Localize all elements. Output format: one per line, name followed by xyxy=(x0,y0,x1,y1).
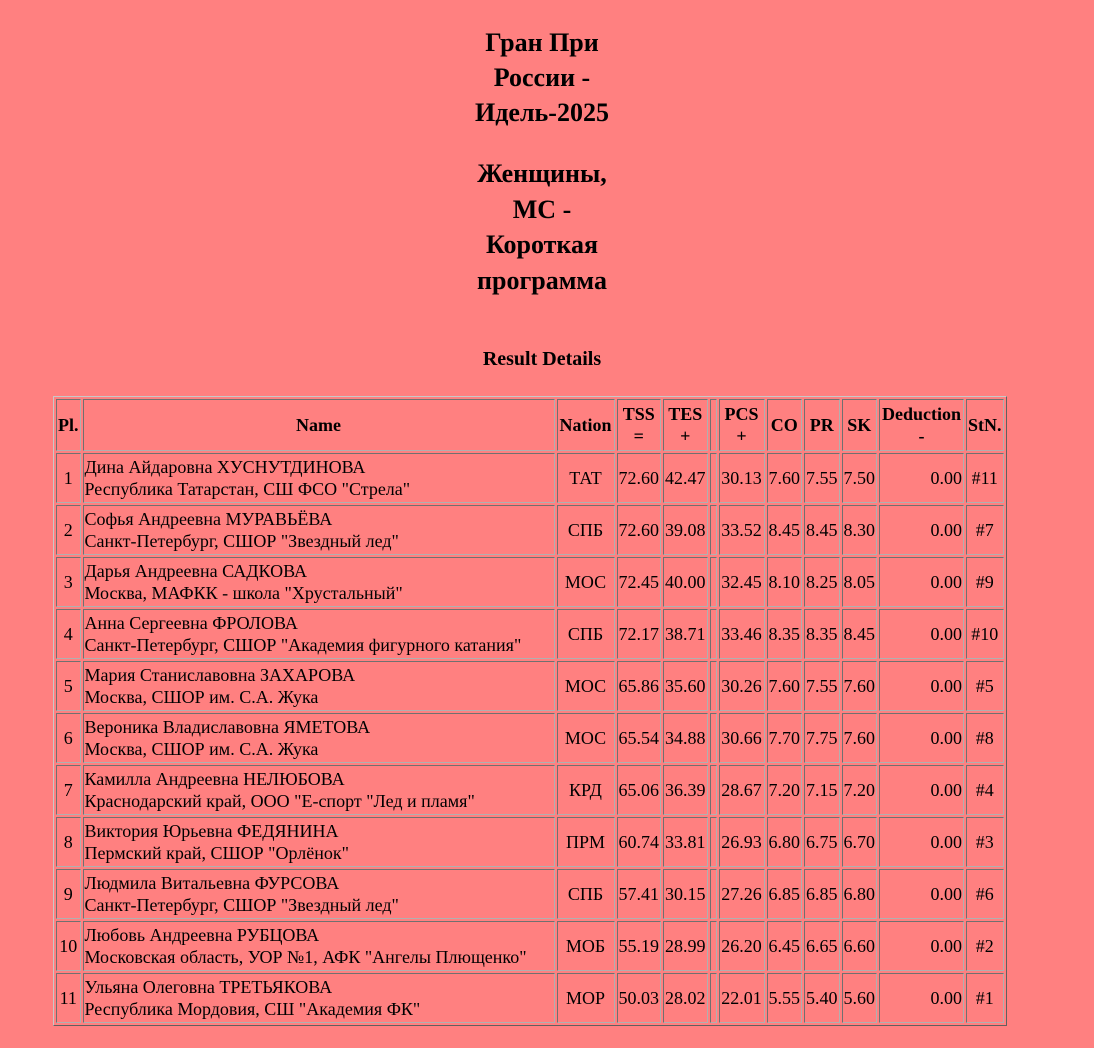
skater-name: Дина Айдаровна ХУСНУТДИНОВА xyxy=(84,457,366,477)
skater-name: Софья Андреевна МУРАВЬЁВА xyxy=(84,509,333,529)
table-row xyxy=(56,505,1004,555)
cell-co: 8.35 xyxy=(767,609,803,659)
header-co: CO xyxy=(767,399,803,451)
cell-pcs: 26.93 xyxy=(719,817,765,867)
cell-deduction: 0.00 xyxy=(879,453,964,503)
cell-tes: 40.00 xyxy=(663,557,708,607)
cell-nation: ПРМ xyxy=(557,817,615,867)
cell-separator xyxy=(710,453,717,503)
cell-pr: 8.25 xyxy=(804,557,840,607)
cell-deduction: 0.00 xyxy=(879,505,964,555)
skater-club: Республика Мордовия, СШ "Академия ФК" xyxy=(84,999,421,1019)
skater-name: Анна Сергеевна ФРОЛОВА xyxy=(84,613,298,633)
header-tes xyxy=(663,399,708,451)
cell-place: 2 xyxy=(56,505,81,555)
cell-pr: 7.55 xyxy=(804,661,840,711)
cell-start-number: #11 xyxy=(966,453,1004,503)
cell-place: 7 xyxy=(56,765,81,815)
header-pr: PR xyxy=(804,399,840,451)
header-name: Name xyxy=(83,399,555,451)
cell-place: 9 xyxy=(56,869,81,919)
header-sk: SK xyxy=(842,399,878,451)
cell-tss: 72.17 xyxy=(617,609,662,659)
cell-pcs: 28.67 xyxy=(719,765,765,815)
skater-name: Людмила Витальевна ФУРСОВА xyxy=(84,873,340,893)
header-deduction-label: Deduction xyxy=(881,404,961,424)
cell-name xyxy=(83,453,555,503)
skater-name: Ульяна Олеговна ТРЕТЬЯКОВА xyxy=(84,977,333,997)
skater-name: Любовь Андреевна РУБЦОВА xyxy=(84,925,320,945)
skater-club: Москва, МАФКК - школа "Хрустальный" xyxy=(84,583,403,603)
cell-place: 8 xyxy=(56,817,81,867)
header-pl: Pl. xyxy=(56,399,81,451)
cell-nation: МОБ xyxy=(557,921,615,971)
cell-tes: 28.02 xyxy=(663,973,708,1023)
header-pcs xyxy=(719,399,765,451)
cell-deduction: 0.00 xyxy=(879,609,964,659)
skater-name: Вероника Владиславовна ЯМЕТОВА xyxy=(84,717,371,737)
segment-title-line: Короткая xyxy=(485,230,599,259)
cell-place: 5 xyxy=(56,661,81,711)
cell-deduction: 0.00 xyxy=(879,817,964,867)
cell-pr: 7.55 xyxy=(804,453,840,503)
cell-pr: 6.75 xyxy=(804,817,840,867)
cell-pcs: 33.46 xyxy=(719,609,765,659)
cell-sk: 8.45 xyxy=(842,609,878,659)
cell-tss: 57.41 xyxy=(617,869,662,919)
header-tss-op: = xyxy=(633,426,644,446)
cell-separator xyxy=(710,973,717,1023)
header-tss xyxy=(617,399,662,451)
cell-pcs: 26.20 xyxy=(719,921,765,971)
cell-pr: 7.75 xyxy=(804,713,840,763)
cell-tss: 72.45 xyxy=(617,557,662,607)
cell-sk: 7.60 xyxy=(842,661,878,711)
cell-deduction: 0.00 xyxy=(879,921,964,971)
cell-tes: 35.60 xyxy=(663,661,708,711)
cell-deduction: 0.00 xyxy=(879,869,964,919)
table-row xyxy=(56,453,1004,503)
table-row xyxy=(56,661,1004,711)
cell-sk: 7.50 xyxy=(842,453,878,503)
cell-name xyxy=(83,765,555,815)
cell-name xyxy=(83,921,555,971)
skater-club: Санкт-Петербург, СШОР "Звездный лед" xyxy=(84,895,399,915)
event-title-line: Идель-2025 xyxy=(475,98,609,127)
cell-deduction: 0.00 xyxy=(879,557,964,607)
table-row xyxy=(56,921,1004,971)
cell-nation: МОС xyxy=(557,713,615,763)
results-body xyxy=(56,453,1004,1023)
cell-name xyxy=(83,713,555,763)
skater-club: Санкт-Петербург, СШОР "Звездный лед" xyxy=(84,531,399,551)
segment-title xyxy=(442,156,642,298)
cell-tes: 38.71 xyxy=(663,609,708,659)
segment-title-line: Женщины, xyxy=(477,159,607,188)
cell-start-number: #1 xyxy=(966,973,1004,1023)
cell-place: 10 xyxy=(56,921,81,971)
cell-start-number: #5 xyxy=(966,661,1004,711)
skater-club: Республика Татарстан, СШ ФСО "Стрела" xyxy=(84,479,411,499)
table-row xyxy=(56,869,1004,919)
cell-place: 11 xyxy=(56,973,81,1023)
table-row xyxy=(56,557,1004,607)
cell-co: 6.85 xyxy=(767,869,803,919)
cell-co: 6.45 xyxy=(767,921,803,971)
cell-sk: 8.30 xyxy=(842,505,878,555)
cell-start-number: #6 xyxy=(966,869,1004,919)
cell-separator xyxy=(710,661,717,711)
table-row xyxy=(56,765,1004,815)
cell-co: 7.20 xyxy=(767,765,803,815)
cell-pr: 5.40 xyxy=(804,973,840,1023)
header-pcs-op: + xyxy=(736,426,747,446)
cell-nation: КРД xyxy=(557,765,615,815)
cell-sk: 7.20 xyxy=(842,765,878,815)
header-separator xyxy=(710,399,717,451)
skater-name: Виктория Юрьевна ФЕДЯНИНА xyxy=(84,821,339,841)
cell-tes: 39.08 xyxy=(663,505,708,555)
cell-tss: 65.86 xyxy=(617,661,662,711)
cell-pcs: 30.26 xyxy=(719,661,765,711)
table-row xyxy=(56,817,1004,867)
results-table xyxy=(53,396,1007,1026)
cell-nation: СПБ xyxy=(557,869,615,919)
cell-start-number: #3 xyxy=(966,817,1004,867)
cell-co: 6.80 xyxy=(767,817,803,867)
cell-start-number: #10 xyxy=(966,609,1004,659)
cell-pcs: 33.52 xyxy=(719,505,765,555)
cell-name xyxy=(83,557,555,607)
cell-co: 5.55 xyxy=(767,973,803,1023)
header-pcs-label: PCS xyxy=(724,404,759,424)
cell-place: 4 xyxy=(56,609,81,659)
skater-club: Санкт-Петербург, СШОР "Академия фигурного катания" xyxy=(84,635,522,655)
skater-name: Дарья Андреевна САДКОВА xyxy=(84,561,307,581)
skater-name: Камилла Андреевна НЕЛЮБОВА xyxy=(84,769,345,789)
cell-tes: 36.39 xyxy=(663,765,708,815)
cell-pr: 6.85 xyxy=(804,869,840,919)
cell-pr: 8.45 xyxy=(804,505,840,555)
cell-start-number: #9 xyxy=(966,557,1004,607)
cell-name xyxy=(83,973,555,1023)
header-stn: StN. xyxy=(966,399,1004,451)
cell-co: 8.45 xyxy=(767,505,803,555)
cell-sk: 6.60 xyxy=(842,921,878,971)
header-tss-label: TSS xyxy=(622,404,655,424)
cell-name xyxy=(83,869,555,919)
cell-tss: 72.60 xyxy=(617,453,662,503)
cell-separator xyxy=(710,557,717,607)
cell-pr: 6.65 xyxy=(804,921,840,971)
cell-nation: ТАТ xyxy=(557,453,615,503)
cell-separator xyxy=(710,713,717,763)
cell-separator xyxy=(710,505,717,555)
cell-tss: 50.03 xyxy=(617,973,662,1023)
cell-tes: 28.99 xyxy=(663,921,708,971)
skater-club: Пермский край, СШОР "Орлёнок" xyxy=(84,843,349,863)
cell-place: 6 xyxy=(56,713,81,763)
cell-pr: 7.15 xyxy=(804,765,840,815)
header-deduction-op: - xyxy=(918,426,925,446)
cell-separator xyxy=(710,869,717,919)
cell-co: 7.60 xyxy=(767,661,803,711)
cell-tes: 30.15 xyxy=(663,869,708,919)
cell-co: 7.70 xyxy=(767,713,803,763)
header-nation: Nation xyxy=(557,399,615,451)
header-tes-op: + xyxy=(680,426,691,446)
cell-sk: 7.60 xyxy=(842,713,878,763)
cell-start-number: #7 xyxy=(966,505,1004,555)
cell-tss: 55.19 xyxy=(617,921,662,971)
skater-club: Москва, СШОР им. С.А. Жука xyxy=(84,687,319,707)
cell-start-number: #2 xyxy=(966,921,1004,971)
cell-pcs: 30.66 xyxy=(719,713,765,763)
cell-name xyxy=(83,661,555,711)
cell-pr: 8.35 xyxy=(804,609,840,659)
cell-tss: 65.06 xyxy=(617,765,662,815)
table-row xyxy=(56,973,1004,1023)
skater-club: Краснодарский край, ООО "Е-спорт "Лед и пламя" xyxy=(84,791,475,811)
cell-tss: 65.54 xyxy=(617,713,662,763)
cell-nation: МОС xyxy=(557,661,615,711)
segment-title-line: МС - xyxy=(512,194,572,224)
cell-name xyxy=(83,609,555,659)
header-tes-label: TES xyxy=(668,404,703,424)
cell-co: 7.60 xyxy=(767,453,803,503)
cell-start-number: #4 xyxy=(966,765,1004,815)
table-row xyxy=(56,609,1004,659)
cell-place: 3 xyxy=(56,557,81,607)
event-title xyxy=(442,25,642,130)
cell-start-number: #8 xyxy=(966,713,1004,763)
cell-name xyxy=(83,817,555,867)
header-deduction xyxy=(879,399,964,451)
skater-club: Московская область, УОР №1, АФК "Ангелы Плющенко" xyxy=(84,947,527,967)
cell-nation: СПБ xyxy=(557,609,615,659)
cell-sk: 8.05 xyxy=(842,557,878,607)
cell-separator xyxy=(710,609,717,659)
skater-name: Мария Станиславовна ЗАХАРОВА xyxy=(84,665,356,685)
cell-place: 1 xyxy=(56,453,81,503)
cell-sk: 5.60 xyxy=(842,973,878,1023)
cell-tss: 72.60 xyxy=(617,505,662,555)
cell-pcs: 22.01 xyxy=(719,973,765,1023)
section-title: Result Details xyxy=(482,348,602,370)
cell-nation: МОР xyxy=(557,973,615,1023)
cell-sk: 6.80 xyxy=(842,869,878,919)
skater-club: Москва, СШОР им. С.А. Жука xyxy=(84,739,319,759)
event-title-line: Гран При xyxy=(485,28,599,57)
cell-separator xyxy=(710,817,717,867)
cell-separator xyxy=(710,765,717,815)
cell-tes: 34.88 xyxy=(663,713,708,763)
cell-name xyxy=(83,505,555,555)
cell-deduction: 0.00 xyxy=(879,765,964,815)
segment-title-line: программа xyxy=(477,265,607,295)
table-header-row xyxy=(56,399,1004,451)
cell-deduction: 0.00 xyxy=(879,973,964,1023)
cell-nation: МОС xyxy=(557,557,615,607)
cell-sk: 6.70 xyxy=(842,817,878,867)
cell-tes: 33.81 xyxy=(663,817,708,867)
cell-tss: 60.74 xyxy=(617,817,662,867)
cell-deduction: 0.00 xyxy=(879,713,964,763)
event-title-line: России - xyxy=(493,63,591,92)
cell-deduction: 0.00 xyxy=(879,661,964,711)
table-row xyxy=(56,713,1004,763)
cell-nation: СПБ xyxy=(557,505,615,555)
cell-pcs: 30.13 xyxy=(719,453,765,503)
cell-tes: 42.47 xyxy=(663,453,708,503)
cell-co: 8.10 xyxy=(767,557,803,607)
cell-pcs: 32.45 xyxy=(719,557,765,607)
cell-pcs: 27.26 xyxy=(719,869,765,919)
cell-separator xyxy=(710,921,717,971)
